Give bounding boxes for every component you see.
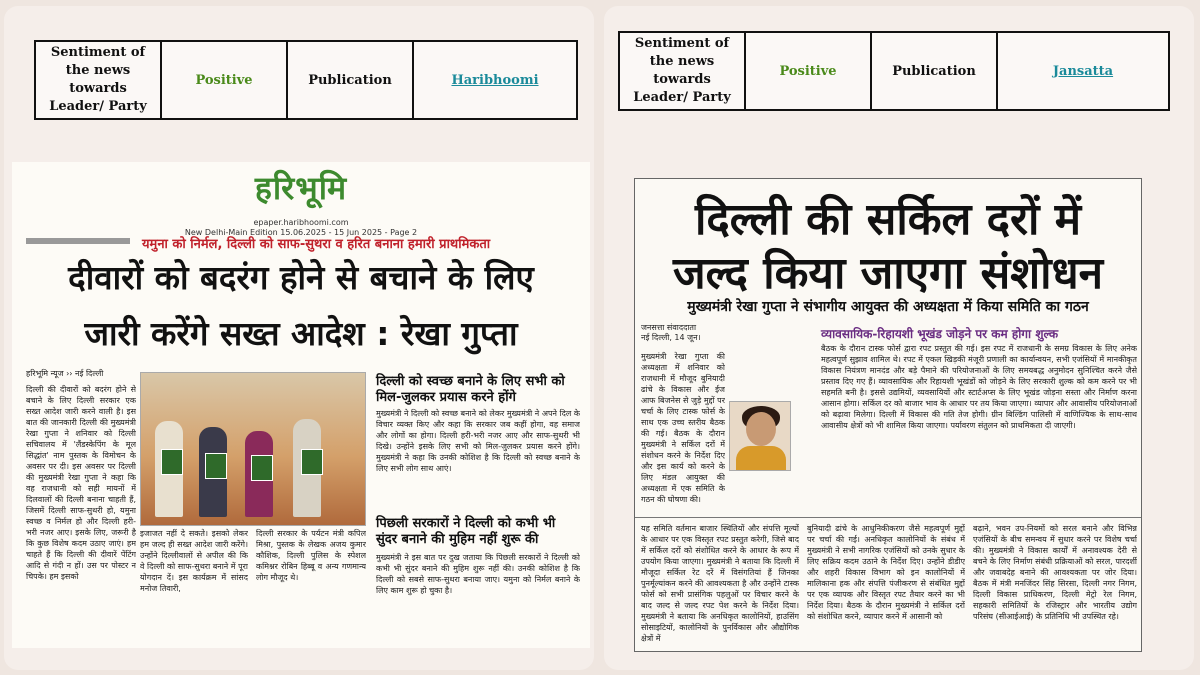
sub-heading-1: दिल्ली को स्वच्छ बनाने के लिए सभी को मिल-जुलकर प्रयास करने होंगे [376, 374, 565, 405]
bottom-column-2: बुनियादी ढांचे के आधुनिकीकरण जैसे महत्वपूर्ण मुद्दों पर चर्चा की गई। अनधिकृत कालोनियों के संबंध में मुख्यमंत्री ने सभी नागरिक एजंसियों को उनके सुधार के लिए सक्रिय कदम उठाने के निर्देश दिए। उन्होंने डीडीए और शहरी विकास विभाग को इन कालोनियों में मालिकाना हक और संपत्ति पंजीकरण से संबंधित मुद्दों पर एक व्यापक और विस्तृत रपट तैयार करने का भी निर्देश दिया। बैठक के दौरान मुख्यमंत्री ने सर्किल दरों को संशोधित करने, व्यापार करने में आसानी को [807, 524, 965, 621]
sentiment-table-left [34, 40, 578, 120]
deck: मुख्यमंत्री रेखा गुप्ता ने संभागीय आयुक्त की अध्यक्षता में किया समिति का गठन [687, 299, 1089, 315]
rekha-gupta-photo [729, 401, 791, 471]
place-date: नई दिल्ली, 14 जून। [641, 333, 701, 342]
sub-heading-2: पिछली सरकारों ने दिल्ली को कभी भी सुंदर बनाने की मुहिम नहीं शुरू की [376, 516, 556, 547]
event-photo [140, 372, 366, 526]
sub-heading: व्यावसायिक-रिहायशी भूखंड जोड़ने पर कम होगा शुल्क [821, 327, 1059, 341]
headline-line-2: जल्द किया जाएगा संशोधन [672, 248, 1104, 299]
reporter: जनसत्ता संवाददाता [641, 323, 697, 332]
sentiment-value: Positive [745, 32, 871, 110]
publication-label: Publication [287, 41, 413, 119]
section-divider [635, 517, 1141, 518]
sentiment-value: Positive [161, 41, 287, 119]
sentiment-table-right [618, 31, 1170, 111]
sentiment-label: Sentiment of the news towards Leader/ Party [35, 41, 161, 119]
headline-line-1: दिल्ली की सर्किल दरों में [694, 194, 1082, 245]
bottom-column-1: यह समिति वर्तमान बाजार स्थितियों और संपत्ति मूल्यों के आधार पर एक विस्तृत रपट प्रस्तुत करेगी, जिसे बाद में सर्किल दरों को संशोधित करने के आधार के रूप में उपयोग किया जाएगा। मुख्यमंत्री ने बताया कि दिल्ली में मौजूदा सर्किल रेट दरें में विसंगतियां हैं जिनका पुनर्मूल्यांकन करने की आवश्यकता है और उन्होंने टास्क फोर्स को सभी प्रासंगिक पहलुओं पर विचार करने के बाद जल्द से जल्द रपट पेश करने के निर्देश दिया। मुख्यमंत्री ने बताया कि अनधिकृत कालोनियों, हाउसिंग सोसाइटियों, कालोनियों के पुनर्विकास और औद्योगिक क्षेत्रों में [641, 524, 799, 643]
sentiment-label: Sentiment of the news towards Leader/ Party [619, 32, 745, 110]
bottom-column-3: बढ़ाने, भवन उप-नियमों को सरल बनाने और विभिन्न एजंसियों के बीच समन्वय में सुधार करने पर विशेष चर्चा की। मुख्यमंत्री ने विकास कार्यों में अनावश्यक देरी से बचने के लिए निर्माण संबंधी प्रक्रियाओं को सरल, पारदर्शी और जवाबदेह बनाने की आवश्यकता पर जोर दिया। बैठक में मंत्री मनजिंदर सिंह सिरसा, दिल्ली नगर निगम, दिल्ली विकास प्राधिकरण, दिल्ली मेट्रो रेल निगम, सहकारी समितियों के रजिस्ट्रार और भारतीय उद्योग परिसंघ (सीआईआई) के प्रतिनिधि भी उपस्थित रहे। [973, 524, 1137, 621]
epaper-url: epaper.haribhoomi.com [253, 218, 349, 227]
photo-caption-col-1: इजाजत नहीं दे सकते। इसको लेकर हम जल्द ही सख्त आदेश जारी करेंगे। उन्होंने दिल्लीवालों से अपील की कि वे दिल्ली को साफ-सुथरा बनाने में पूरा योगदान दें। इस कार्यक्रम में सांसद मनोज तिवारी, [140, 529, 248, 593]
haribhoomi-logo: हरिभूमि [254, 169, 348, 207]
right-panel [604, 6, 1194, 670]
kicker: यमुना को निर्मल, दिल्ली को साफ-सुथरा व हरित बनाना हमारी प्राथमिकता [142, 237, 491, 252]
jansatta-clipping [634, 178, 1142, 652]
left-panel [4, 6, 594, 670]
photo-caption-col-2: दिल्ली सरकार के पर्यटन मंत्री कपिल मिश्रा, पुस्तक के लेखक अजय कुमार कौशिक, दिल्ली पुलिस के स्पेशल कमिश्नर रोबिन हिब्बू व अन्य गणमान्य लोग मौजूद थे। [256, 529, 366, 582]
headline-line-2: जारी करेंगे सख्त आदेश : रेखा गुप्ता [84, 314, 518, 353]
lead-column: मुख्यमंत्री रेखा गुप्ता की अध्यक्षता में शनिवार को राजधानी में मौजूद बुनियादी ढांचे के विकास और ईज आफ बिजनेस से जुड़े मुद्दों पर चर्चा के लिए टास्क फोर्स के साथ एक उच्च स्तरीय बैठक की गई। बैठक के दौरान मुख्यमंत्री ने सर्किल दरों में संशोधन करने के निर्देश दिए और इस कार्य को करने के लिए मंडल आयुक्त की अध्यक्षता में एक समिति के गठन की घोषणा की। [641, 352, 725, 504]
publication-cell [997, 32, 1169, 110]
dateline [641, 323, 701, 343]
publication-label: Publication [871, 32, 997, 110]
sub-text-1: मुख्यमंत्री ने दिल्ली को स्वच्छ बनाने को लेकर मुख्यमंत्री ने अपने दिल के विचार व्यक्त किए और कहा कि सरकार जब कहीं होगा, वह समाज और लोगों का होगा। दिल्ली हरी-भरी नजर आए और साफ-सुथरी भी दिखे। उन्होंने इसके लिए सभी को मिल-जुलकर प्रयास करने होंगे। मुख्यमंत्री ने कहा कि उनकी कोशिश है कि दिल्ली को स्वच्छ बनाने के लिए सभी लोग साथ आएं। [376, 409, 580, 473]
article-column-1: दिल्ली की दीवारों को बदरंग होने से बचाने के लिए दिल्ली सरकार एक सख्त आदेश जारी करने वाली है। इस बात की जानकारी दिल्ली की मुख्यमंत्री रेखा गुप्ता ने शनिवार को दिल्ली सचिवालय में 'लैंडस्केपिंग के मूल सिद्धांत' नाम पुस्तक के विमोचन के अवसर पर दी। इस अवसर पर दिल्ली की मुख्यमंत्री रेखा गुप्ता ने कहा कि वह राजधानी को सही मायनों में दिलवालों की दिल्ली बनाना चाहती हैं, जिसमें दिल्ली साफ-सुथरी हो, यमुना स्वच्छ व निर्मल हो और दिल्ली हरी-भरी नजर आए। इसके लिए, जरूरी है कि कुछ विशेष कदम उठाए जाएं। हम चाहते हैं कि दिल्ली की दीवारें पेंटिंग आदि से गंदी न हों। उस पर पोस्टर न चिपके। हम इसको [26, 385, 136, 581]
grey-rule [26, 238, 130, 244]
headline-line-1: दीवारों को बदरंग होने से बचाने के लिए [68, 258, 534, 297]
publication-cell [413, 41, 577, 119]
publication-link[interactable]: Jansatta [1052, 63, 1114, 79]
haribhoomi-clipping [12, 162, 590, 648]
sub-text-2: मुख्यमंत्री ने इस बात पर दुख जताया कि पिछली सरकारों ने दिल्ली को कभी भी सुंदर बनाने की मुहिम शुरू नहीं की। उनकी कोशिश है कि दिल्ली को सबसे साफ-सुथरा बनाया जाए। यमुना को निर्मल बनाने के लिए काम शुरू हो चुका है। [376, 553, 580, 595]
byline: हरिभूमि न्यूज ›› नई दिल्ली [26, 369, 104, 378]
publication-link[interactable]: Haribhoomi [451, 72, 539, 88]
edition-line: New Delhi-Main Edition 15.06.2025 - 15 Jun 2025 - Page 2 [184, 228, 418, 237]
right-column-text: बैठक के दौरान टास्क फोर्स द्वारा रपट प्रस्तुत की गई। इस रपट में राजधानी के समग्र विकास के लिए अनेक महत्वपूर्ण सुझाव शामिल थे। रपट में एकल खिड़की मंजूरी प्रणाली का कार्यान्वयन, सभी एजंसियों में मानकीकृत विकास नियंत्रण मानदंड और बड़े पैमाने की परियोजनाओं के लिए समयबद्ध अनुमोदन सुनिश्चित करने जैसे प्रस्ताव दिए गए हैं। व्यावसायिक और रिहायशी भूखंडों को जोड़ने के लिए सरकारी शुल्क को कम करने पर भी सहमति बनी है। इससे उद्यमियों, व्यवसायियों और स्टार्टअप्स के लिए भूखंड जोड़ना सस्ता और निर्माण करना आसान होगा। सर्किल दर को बाजार भाव के आधार पर तय किया जाएगा। व्यापार और आवासीय परियोजनाओं को बढ़ावा मिलेगा। दिल्ली में विकास की गति तेज होगी। ग्रीन बिल्डिंग पालिसी में वाणिज्यिक के साथ-साथ आवासीय क्षेत्रों को भी शामिल किया जाएगा। पर्यावरण संतुलन को प्राथमिकता दी जाएगी। [821, 344, 1137, 430]
